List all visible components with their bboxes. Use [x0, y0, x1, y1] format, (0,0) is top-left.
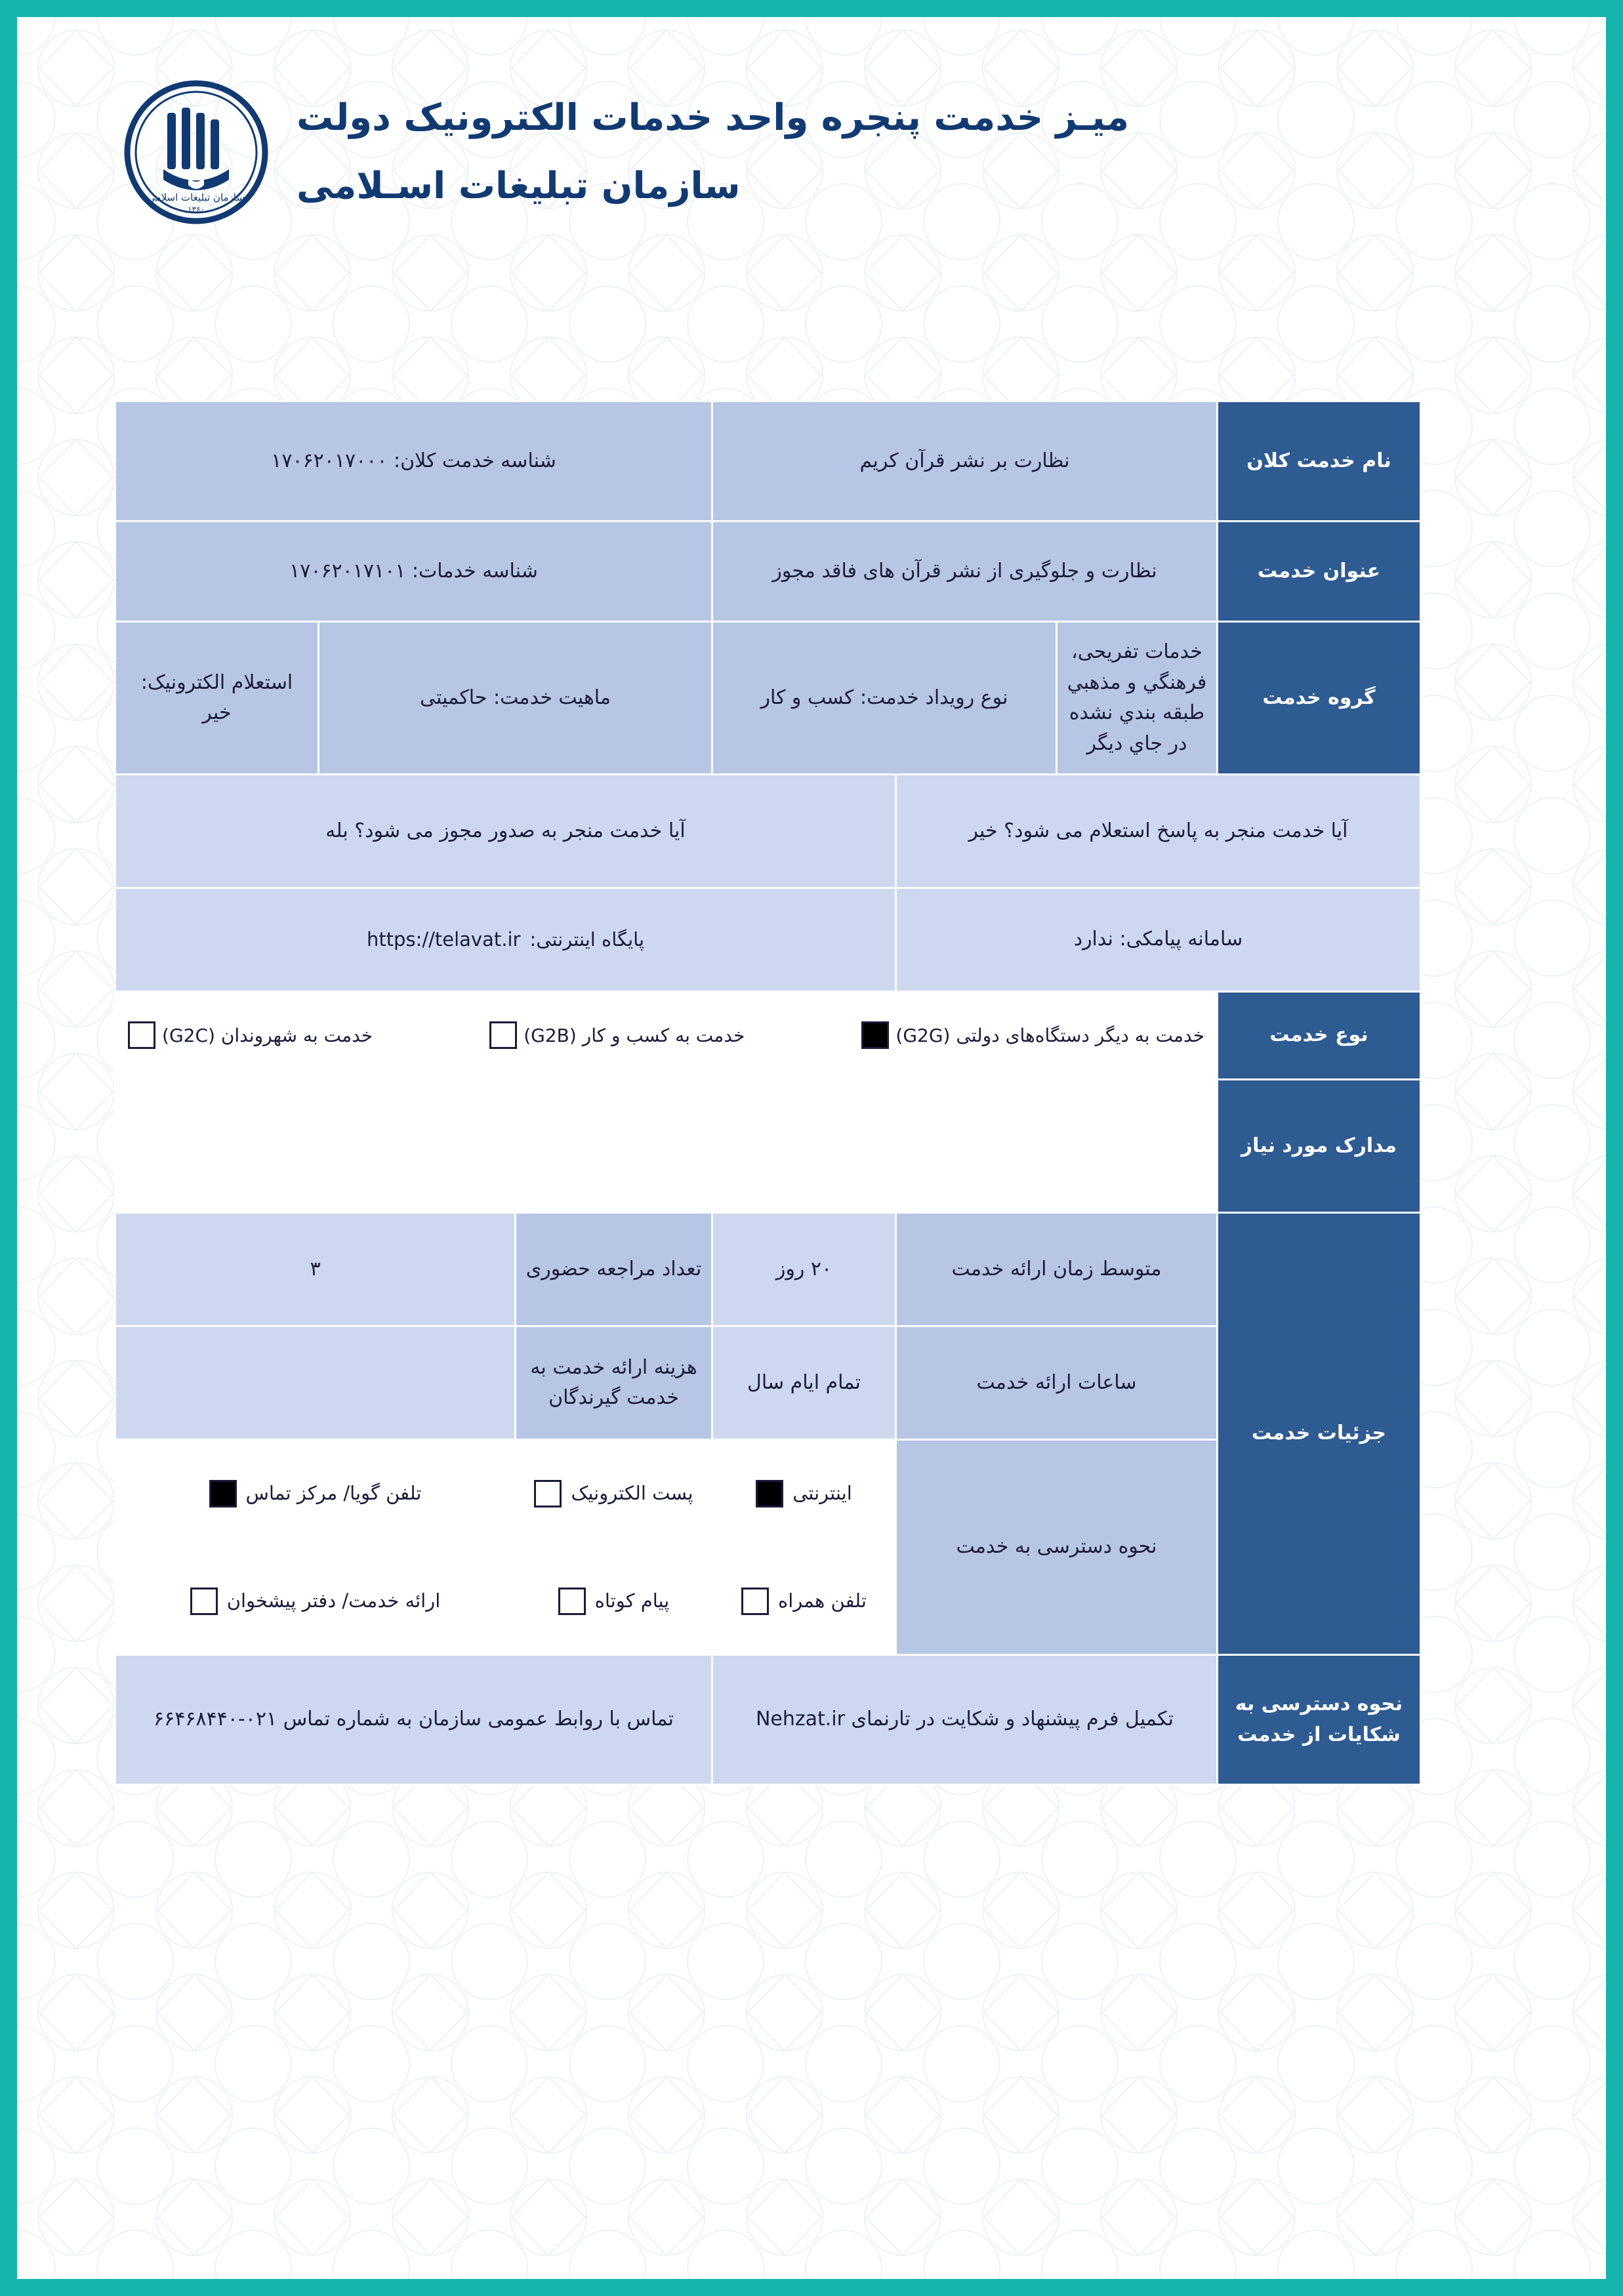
checkbox-internet-label: اینترنتی: [792, 1482, 852, 1505]
label-service-hours: ساعات ارائه خدمت: [896, 1326, 1218, 1440]
checkbox-email-box[interactable]: [534, 1480, 562, 1507]
value-required-documents: [115, 1080, 1218, 1213]
table-row-service-title: [115, 522, 1421, 622]
label-complaints-access: نحوه دسترسی به شکایات از خدمت: [1218, 1655, 1421, 1785]
header-title-line1: میـز خدمت پنجره واحد خدمات الکترونیک دولت: [297, 96, 1130, 139]
label-visit-count: تعداد مراجعه حضوری: [516, 1213, 712, 1326]
label-required-documents: مدارک مورد نیاز: [1218, 1080, 1421, 1213]
table-row-service-type: [115, 992, 1421, 1080]
label-macro-service: نام خدمت کلان: [1218, 401, 1421, 522]
checkbox-g2g[interactable]: [861, 1021, 1204, 1050]
checkbox-mobile-label: تلفن همراه: [778, 1589, 867, 1612]
logo-icon: [124, 79, 268, 226]
service-table: [114, 400, 1422, 1786]
value-service-group: خدمات تفریحی، فرهنگي و مذهبي طبقه بندي نشده در جاي ديگر: [1057, 622, 1218, 775]
table-row-group: [115, 622, 1421, 775]
checkbox-g2c[interactable]: [128, 1021, 373, 1050]
value-macro-service-id: شناسه خدمت کلان: ۱۷۰۶۲۰۱۷۰۰۰: [115, 401, 712, 522]
value-event-type: نوع رویداد خدمت: کسب و کار: [712, 622, 1057, 775]
checkbox-g2b-label: خدمت به کسب و کار (G2B): [524, 1024, 745, 1046]
value-service-nature: ماهیت خدمت: حاکمیتی: [319, 622, 712, 775]
label-service-details: جزئیات خدمت: [1218, 1213, 1421, 1655]
value-complaints-phone: تماس با روابط عمومی سازمان به شماره تماس ۰۲۱-۶۶۴۶۸۴۴۰: [115, 1655, 712, 1785]
checkbox-g2c-label: خدمت به شهروندان (G2C): [162, 1024, 373, 1046]
value-visit-count: ۳: [115, 1213, 516, 1326]
access-option-office[interactable]: [115, 1548, 516, 1655]
access-option-email[interactable]: [516, 1440, 712, 1548]
value-inquiry-result: آیا خدمت منجر به پاسخ استعلام می شود؟ خیر: [896, 775, 1421, 888]
label-service-title: عنوان خدمت: [1218, 522, 1421, 622]
checkbox-sms-label: پیام کوتاه: [594, 1589, 670, 1612]
checkbox-email-label: پست الکترونیک: [571, 1482, 693, 1505]
access-option-internet[interactable]: [712, 1440, 896, 1548]
value-avg-time: ۲۰ روز: [712, 1213, 896, 1326]
checkbox-sms-box[interactable]: [558, 1588, 586, 1615]
access-option-call-center[interactable]: [115, 1440, 516, 1548]
checkbox-office-label: ارائه خدمت/ دفتر پیشخوان: [226, 1589, 441, 1612]
checkbox-g2b[interactable]: [489, 1021, 745, 1050]
header-title-block: [277, 79, 1564, 211]
checkbox-g2g-label: خدمت به دیگر دستگاه‌های دولتی (G2G): [895, 1024, 1204, 1046]
checkbox-office-box[interactable]: [190, 1588, 218, 1615]
organization-logo: [121, 79, 272, 230]
table-row-documents: [115, 1080, 1421, 1213]
value-service-title: نظارت و جلوگیری از نشر قرآن های فاقد مجوز: [712, 522, 1218, 622]
value-complaints-form: تکمیل فرم پیشنهاد و شکایت در تارنمای Nehzat.ir: [712, 1655, 1218, 1785]
checkbox-mobile-box[interactable]: [741, 1588, 769, 1615]
document-header: [121, 79, 1564, 230]
checkbox-internet-box[interactable]: [756, 1480, 783, 1507]
svg-text:سازمان تبلیغات اسلامی: سازمان تبلیغات اسلامی: [148, 192, 245, 203]
checkbox-g2b-box[interactable]: [489, 1021, 517, 1049]
table-row-macro-service: [115, 401, 1421, 522]
service-type-options: [115, 992, 1218, 1080]
label-avg-time: متوسط زمان ارائه خدمت: [896, 1213, 1218, 1326]
website-label: پایگاه اینترنتی:: [529, 928, 645, 951]
svg-text:۱۳۶۰: ۱۳۶۰: [188, 205, 205, 214]
checkbox-g2g-box[interactable]: [861, 1021, 889, 1049]
header-title-line2: سازمان تبلیغات اسـلامی: [297, 164, 741, 207]
value-service-hours: تمام ایام سال: [712, 1326, 896, 1440]
table-row-inquiry: [115, 775, 1421, 888]
value-electronic-inquiry: استعلام الکترونیک: خیر: [115, 622, 319, 775]
value-license-result: آیا خدمت منجر به صدور مجوز می شود؟ بله: [115, 775, 896, 888]
value-service-title-id: شناسه خدمات: ۱۷۰۶۲۰۱۷۱۰۱: [115, 522, 712, 622]
value-macro-service: نظارت بر نشر قرآن کریم: [712, 401, 1218, 522]
value-service-cost: [115, 1326, 516, 1440]
service-table-wrapper: [116, 400, 1422, 1786]
access-option-sms[interactable]: [516, 1548, 712, 1655]
website-value: https://telavat.ir: [366, 928, 521, 951]
table-row-avg-time: [115, 1213, 1421, 1326]
checkbox-call-center-label: تلفن گویا/ مرکز تماس: [245, 1482, 422, 1505]
value-sms-system: سامانه پیامکی: ندارد: [896, 888, 1421, 992]
table-row-channels: [115, 888, 1421, 992]
label-access-method: نحوه دسترسی به خدمت: [896, 1440, 1218, 1655]
label-service-cost: هزینه ارائه خدمت به خدمت گیرندگان: [516, 1326, 712, 1440]
label-service-type: نوع خدمت: [1218, 992, 1421, 1080]
label-service-group: گروه خدمت: [1218, 622, 1421, 775]
value-website: [115, 888, 896, 992]
access-option-mobile[interactable]: [712, 1548, 896, 1655]
checkbox-call-center-box[interactable]: [209, 1480, 237, 1507]
table-row-complaints: [115, 1655, 1421, 1785]
checkbox-g2c-box[interactable]: [128, 1021, 155, 1049]
